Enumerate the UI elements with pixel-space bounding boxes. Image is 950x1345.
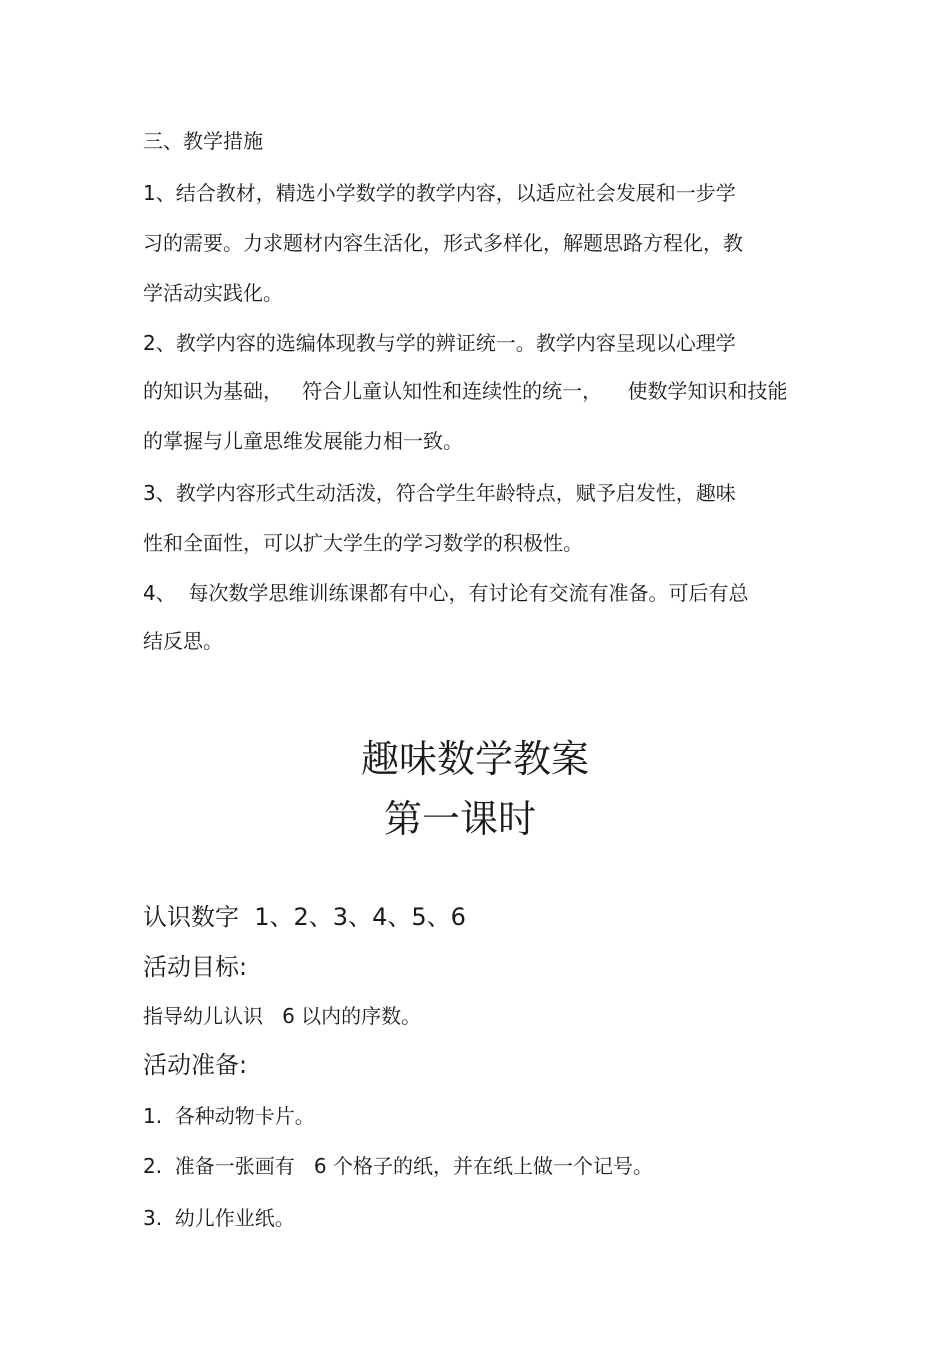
item3-line2: 性和全面性，可以扩大学生的学习数学的积极性。 xyxy=(143,531,583,555)
prep-heading: 活动准备: xyxy=(143,1051,248,1079)
item1-line2: 习的需要。力求题材内容生活化，形式多样化，解题思路方程化，教 xyxy=(143,231,743,255)
goal-heading: 活动目标: xyxy=(143,953,248,981)
lesson-title: 趣味数学教案 xyxy=(360,737,589,781)
item4-line1: 4、 每次数学思维训练课都有中心，有讨论有交流有准备。可后有总 xyxy=(143,581,749,605)
section-heading: 三、教学措施 xyxy=(143,129,263,153)
prep-item-2: 2. 准备一张画有 6 个格子的纸，并在纸上做一个记号。 xyxy=(143,1154,653,1178)
lesson-subtitle: 第一课时 xyxy=(383,797,536,841)
item4-line2: 结反思。 xyxy=(143,629,223,653)
prep-item-3: 3. 幼儿作业纸。 xyxy=(143,1206,295,1230)
item1-line1: 1、结合教材，精选小学数学的教学内容，以适应社会发展和一步学 xyxy=(143,181,736,205)
item3-line1: 3、教学内容形式生动活泼，符合学生年龄特点，赋予启发性，趣味 xyxy=(143,481,736,505)
prep-item-1: 1. 各种动物卡片。 xyxy=(143,1104,315,1128)
item1-line3: 学活动实践化。 xyxy=(143,281,283,305)
goal-text: 指导幼儿认识 6 以内的序数。 xyxy=(143,1004,422,1028)
item2-line2: 的知识为基础， 符合儿童认知性和连续性的统一， 使数学知识和技能 xyxy=(143,379,788,403)
item2-line1: 2、教学内容的选编体现教与学的辨证统一。教学内容呈现以心理学 xyxy=(143,331,736,355)
lesson-topic: 认识数字 1、2、3、4、5、6 xyxy=(143,903,466,931)
item2-line3: 的掌握与儿童思维发展能力相一致。 xyxy=(143,429,463,453)
